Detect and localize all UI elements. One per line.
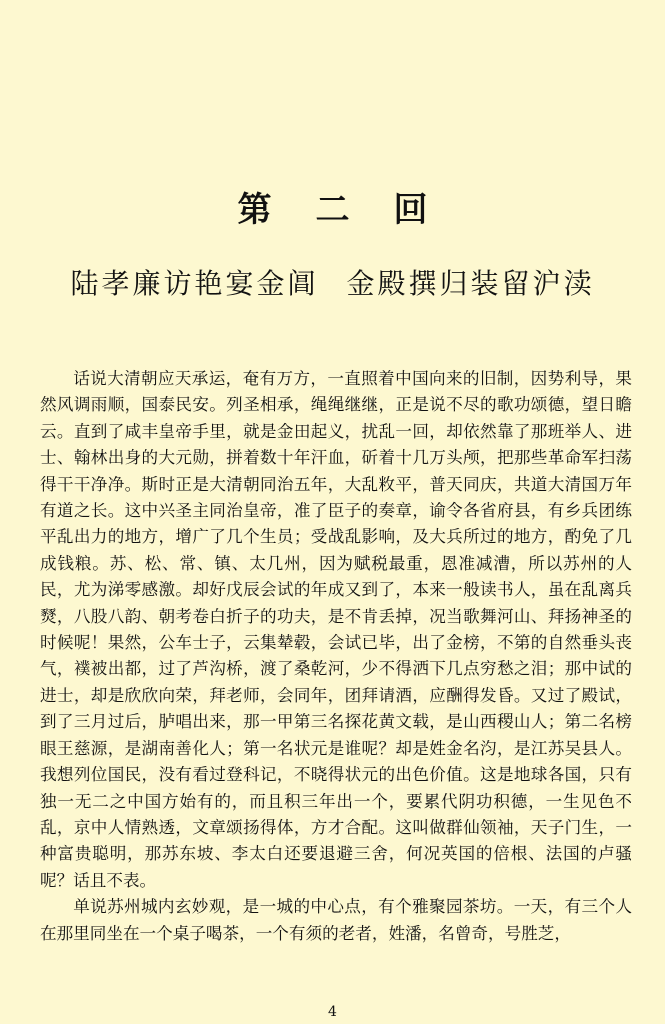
- chapter-title: 第二回: [237, 190, 472, 230]
- page-number: 4: [328, 1004, 337, 1020]
- paragraph: 话说大清朝应天承运，奄有万方，一直照着中国向来的旧制，因势利导，果然风调雨顺，国泰民安。列圣相承，绳绳继继，正是说不尽的歌功颂德，望日瞻云。直到了咸丰皇帝手里，就是金田起义，扰乱一回，却依然靠了那班举人、进士、翰林出身的大元勋，拼着数十年汗血，斫着十几万头颅，把那些革命军扫荡得干干净净。斯时正是大清朝同治五年，大乱敉平，普天同庆，共道大清国万年有道之长。这中兴圣主同治皇帝，准了臣子的奏章，谕令各省府县，有乡兵团练平乱出力的地方，增广了几个生员；受战乱影响，及大兵所过的地方，酌免了几成钱粮。苏、松、常、镇、太几州，因为赋税最重，恩准减漕，所以苏州的人民，尤为涕零感激。却好戊辰会试的年成又到了，本来一般读书人，虽在乱离兵燹，八股八韵、朝考卷白折子的功夫，是不肯丢掉，况当歌舞河山、拜扬神圣的时候呢！果然，公车士子，云集辇毂，会试已毕，出了金榜，不第的自然垂头丧气，襆被出都，过了芦沟桥，渡了桑乾河，少不得洒下几点穷愁之泪；那中试的进士，却是欣欣向荣，拜老师，会同年，团拜请酒，应酬得发昏。又过了殿试，到了三月过后，胪唱出来，那一甲第三名探花黄文载，是山西稷山人；第二名榜眼王慈源，是湖南善化人；第一名状元是谁呢？却是姓金名汮，是江苏吴县人。我想列位国民，没有看过登科记，不晓得状元的出色价值。这是地球各国，只有独一无二之中国方始有的，而且积三年出一个，要累代阴功积德，一生见色不乱，京中人情熟透，文章颂扬得体，方才合配。这叫做群仙领袖，天子门生，一种富贵聪明，那苏东坡、李太白还要退避三舍，何况英国的倍根、法国的卢骚呢？话且不表。: [40, 369, 632, 890]
- subtitle-right: 金殿撰归装留沪渎: [346, 267, 595, 300]
- chapter-subtitle: [0, 266, 665, 302]
- body-text: [40, 366, 632, 947]
- paragraph: 单说苏州城内玄妙观，是一城的中心点，有个雅聚园茶坊。一天，有三个人在那里同坐在一个桌子喝茶，一个有须的老者，姓潘，名曾奇，号胜芝，: [40, 897, 632, 943]
- subtitle-left: 陆孝廉访艳宴金阊: [70, 267, 319, 300]
